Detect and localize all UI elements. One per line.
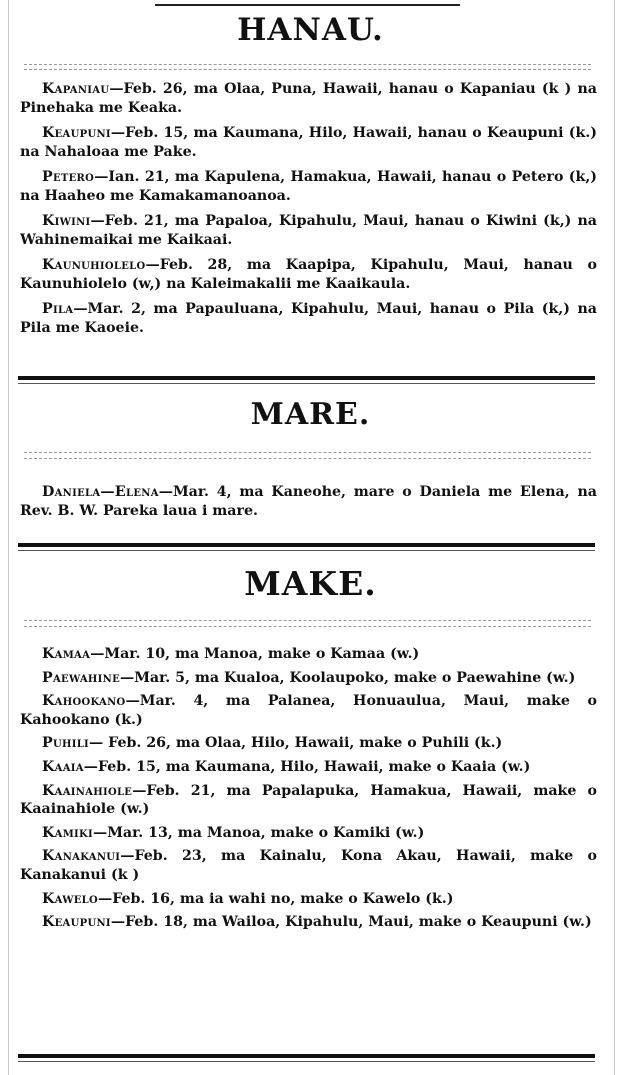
death-entry: Keaupuni—Feb. 18, ma Wailoa, Kipahulu, Maui, make o Keaupuni (w.) [42, 914, 592, 931]
death-entry: Kaaia—Feb. 15, ma Kaumana, Hilo, Hawaii, make o Kaaia (w.) [42, 758, 531, 775]
section-divider [18, 376, 595, 380]
section-divider [18, 1054, 595, 1058]
top-rule [155, 4, 460, 6]
heading-hanau: HANAU. [237, 12, 384, 48]
column-border-right [614, 0, 615, 1075]
section-hanau [20, 80, 597, 344]
section-divider [18, 543, 595, 547]
death-entry: Kamiki—Mar. 13, ma Manoa, make o Kamiki (w.) [42, 824, 425, 841]
death-entry: Paewahine—Mar. 5, ma Kualoa, Koolaupoko, make o Paewahine (w.) [42, 669, 576, 686]
birth-entry: Kaunuhiolelo—Feb. 28, ma Kaapipa, Kipahulu, Maui, hanau o Kaunuhiolelo (w,) na Kaleimakalii me Kaaikaula. [20, 257, 597, 292]
divider-dashed [24, 458, 591, 459]
column-border-left [8, 0, 9, 1075]
birth-entry: Petero—Ian. 21, ma Kapulena, Hamakua, Hawaii, hanau o Petero (k,) na Haaheo me Kamakamanoanoa. [20, 169, 597, 204]
death-entry: Kaainahiole—Feb. 21, ma Papalapuka, Hamakua, Hawaii, make o Kaainahiole (w.) [20, 782, 597, 818]
section-divider-thin [18, 550, 595, 551]
divider-dashed [24, 69, 591, 70]
section-mare [20, 483, 597, 527]
birth-entry: Kapaniau—Feb. 26, ma Olaa, Puna, Hawaii, hanau o Kapaniau (k ) na Pinehaka me Keaka. [20, 81, 597, 116]
heading-make: MAKE. [244, 564, 377, 603]
section-divider-thin [18, 383, 595, 384]
birth-entry: Keaupuni—Feb. 15, ma Kaumana, Hilo, Hawaii, hanau o Keaupuni (k.) na Nahaloaa me Pake. [20, 125, 597, 160]
marriage-entry: Daniela—Elena—Mar. 4, ma Kaneohe, mare o Daniela me Elena, na Rev. B. W. Pareka laua i mare. [20, 484, 597, 519]
divider-dashed [24, 452, 591, 453]
death-entry: Kawelo—Feb. 16, ma ia wahi no, make o Kawelo (k.) [42, 890, 454, 907]
birth-entry: Pila—Mar. 2, ma Papauluana, Kipahulu, Maui, hanau o Pila (k,) na Pila me Kaoeie. [20, 301, 597, 336]
death-entry: Kahookano—Mar. 4, ma Palanea, Honuaulua, Maui, make o Kahookano (k.) [20, 693, 597, 728]
divider-dashed [24, 64, 591, 65]
death-entry: Kamaa—Mar. 10, ma Manoa, make o Kamaa (w.) [42, 646, 420, 662]
divider-dashed [24, 626, 591, 627]
section-make [20, 645, 597, 937]
death-entry: Puhili— Feb. 26, ma Olaa, Hilo, Hawaii, make o Puhili (k.) [42, 735, 503, 752]
section-divider-thin [18, 1061, 595, 1062]
divider-dashed [24, 620, 591, 621]
birth-entry: Kiwini—Feb. 21, ma Papaloa, Kipahulu, Maui, hanau o Kiwini (k,) na Wahinemaikai me Kaikaai. [20, 213, 597, 248]
death-entry: Kanakanui—Feb. 23, ma Kainalu, Kona Akau, Hawaii, make o Kanakanui (k ) [20, 848, 597, 883]
heading-mare: MARE. [250, 397, 371, 432]
